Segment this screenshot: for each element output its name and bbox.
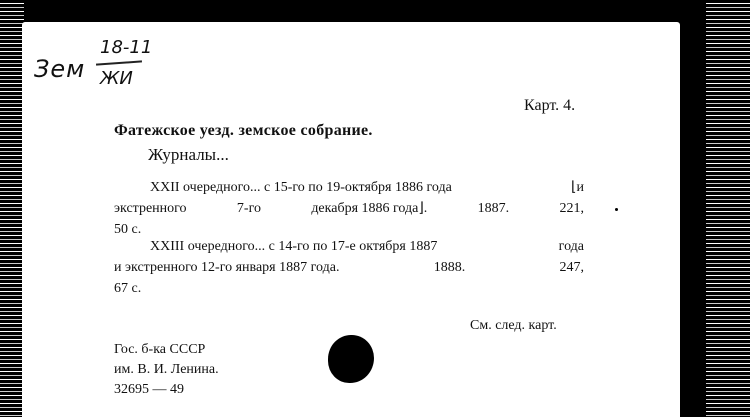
library-line-2: им. В. И. Ленина. [114,362,219,377]
entry-1-line-1: XXII очередного... с 15-го по 19-октября 1886 года [150,180,452,195]
scan-edge-right [706,0,750,417]
handwritten-mark: Зем [34,55,86,83]
scan-edge-left [0,0,24,417]
library-stamp-text [114,340,219,400]
library-line-3: 32695 — 49 [114,382,184,397]
entry-2-line-2-a: и экстренного 12-го января 1887 года. [114,260,340,275]
entry-2-line-1: XXIII очередного... с 14-го по 17-е октября 1887 [150,239,438,254]
catalog-card [22,22,680,417]
entry-2-line-3: 67 с. [114,281,142,296]
handwritten-fraction-top: 18-11 [100,37,153,58]
card-title: Фатежское уезд. земское собрание. [114,122,373,139]
entry-1 [114,177,584,240]
punch-hole [328,335,374,383]
handwritten-fraction-bar [96,60,142,65]
entry-2-line-1-end: года [558,239,584,254]
entry-1-line-2-a: экстренного [114,201,187,216]
entry-1-pages: 221, [559,201,584,216]
card-number: Карт. 4. [524,97,576,114]
entry-1-line-2-b: 7-го [236,201,261,216]
entry-1-line-2-c: декабря 1886 года⌋. [311,201,428,216]
ink-dot [615,208,618,211]
see-next-card: См. след. карт. [470,318,557,333]
card-subtitle: Журналы... [148,145,229,164]
entry-2 [114,236,584,299]
entry-2-pages: 247, [559,260,584,275]
library-line-1: Гос. б-ка СССР [114,342,206,357]
handwritten-fraction-bottom: ЖИ [100,68,133,89]
entry-1-line-1-end: ⌊и [571,180,584,195]
entry-1-line-3: 50 с. [114,222,142,237]
entry-2-year: 1888. [433,260,466,275]
entry-1-year: 1887. [477,201,510,216]
